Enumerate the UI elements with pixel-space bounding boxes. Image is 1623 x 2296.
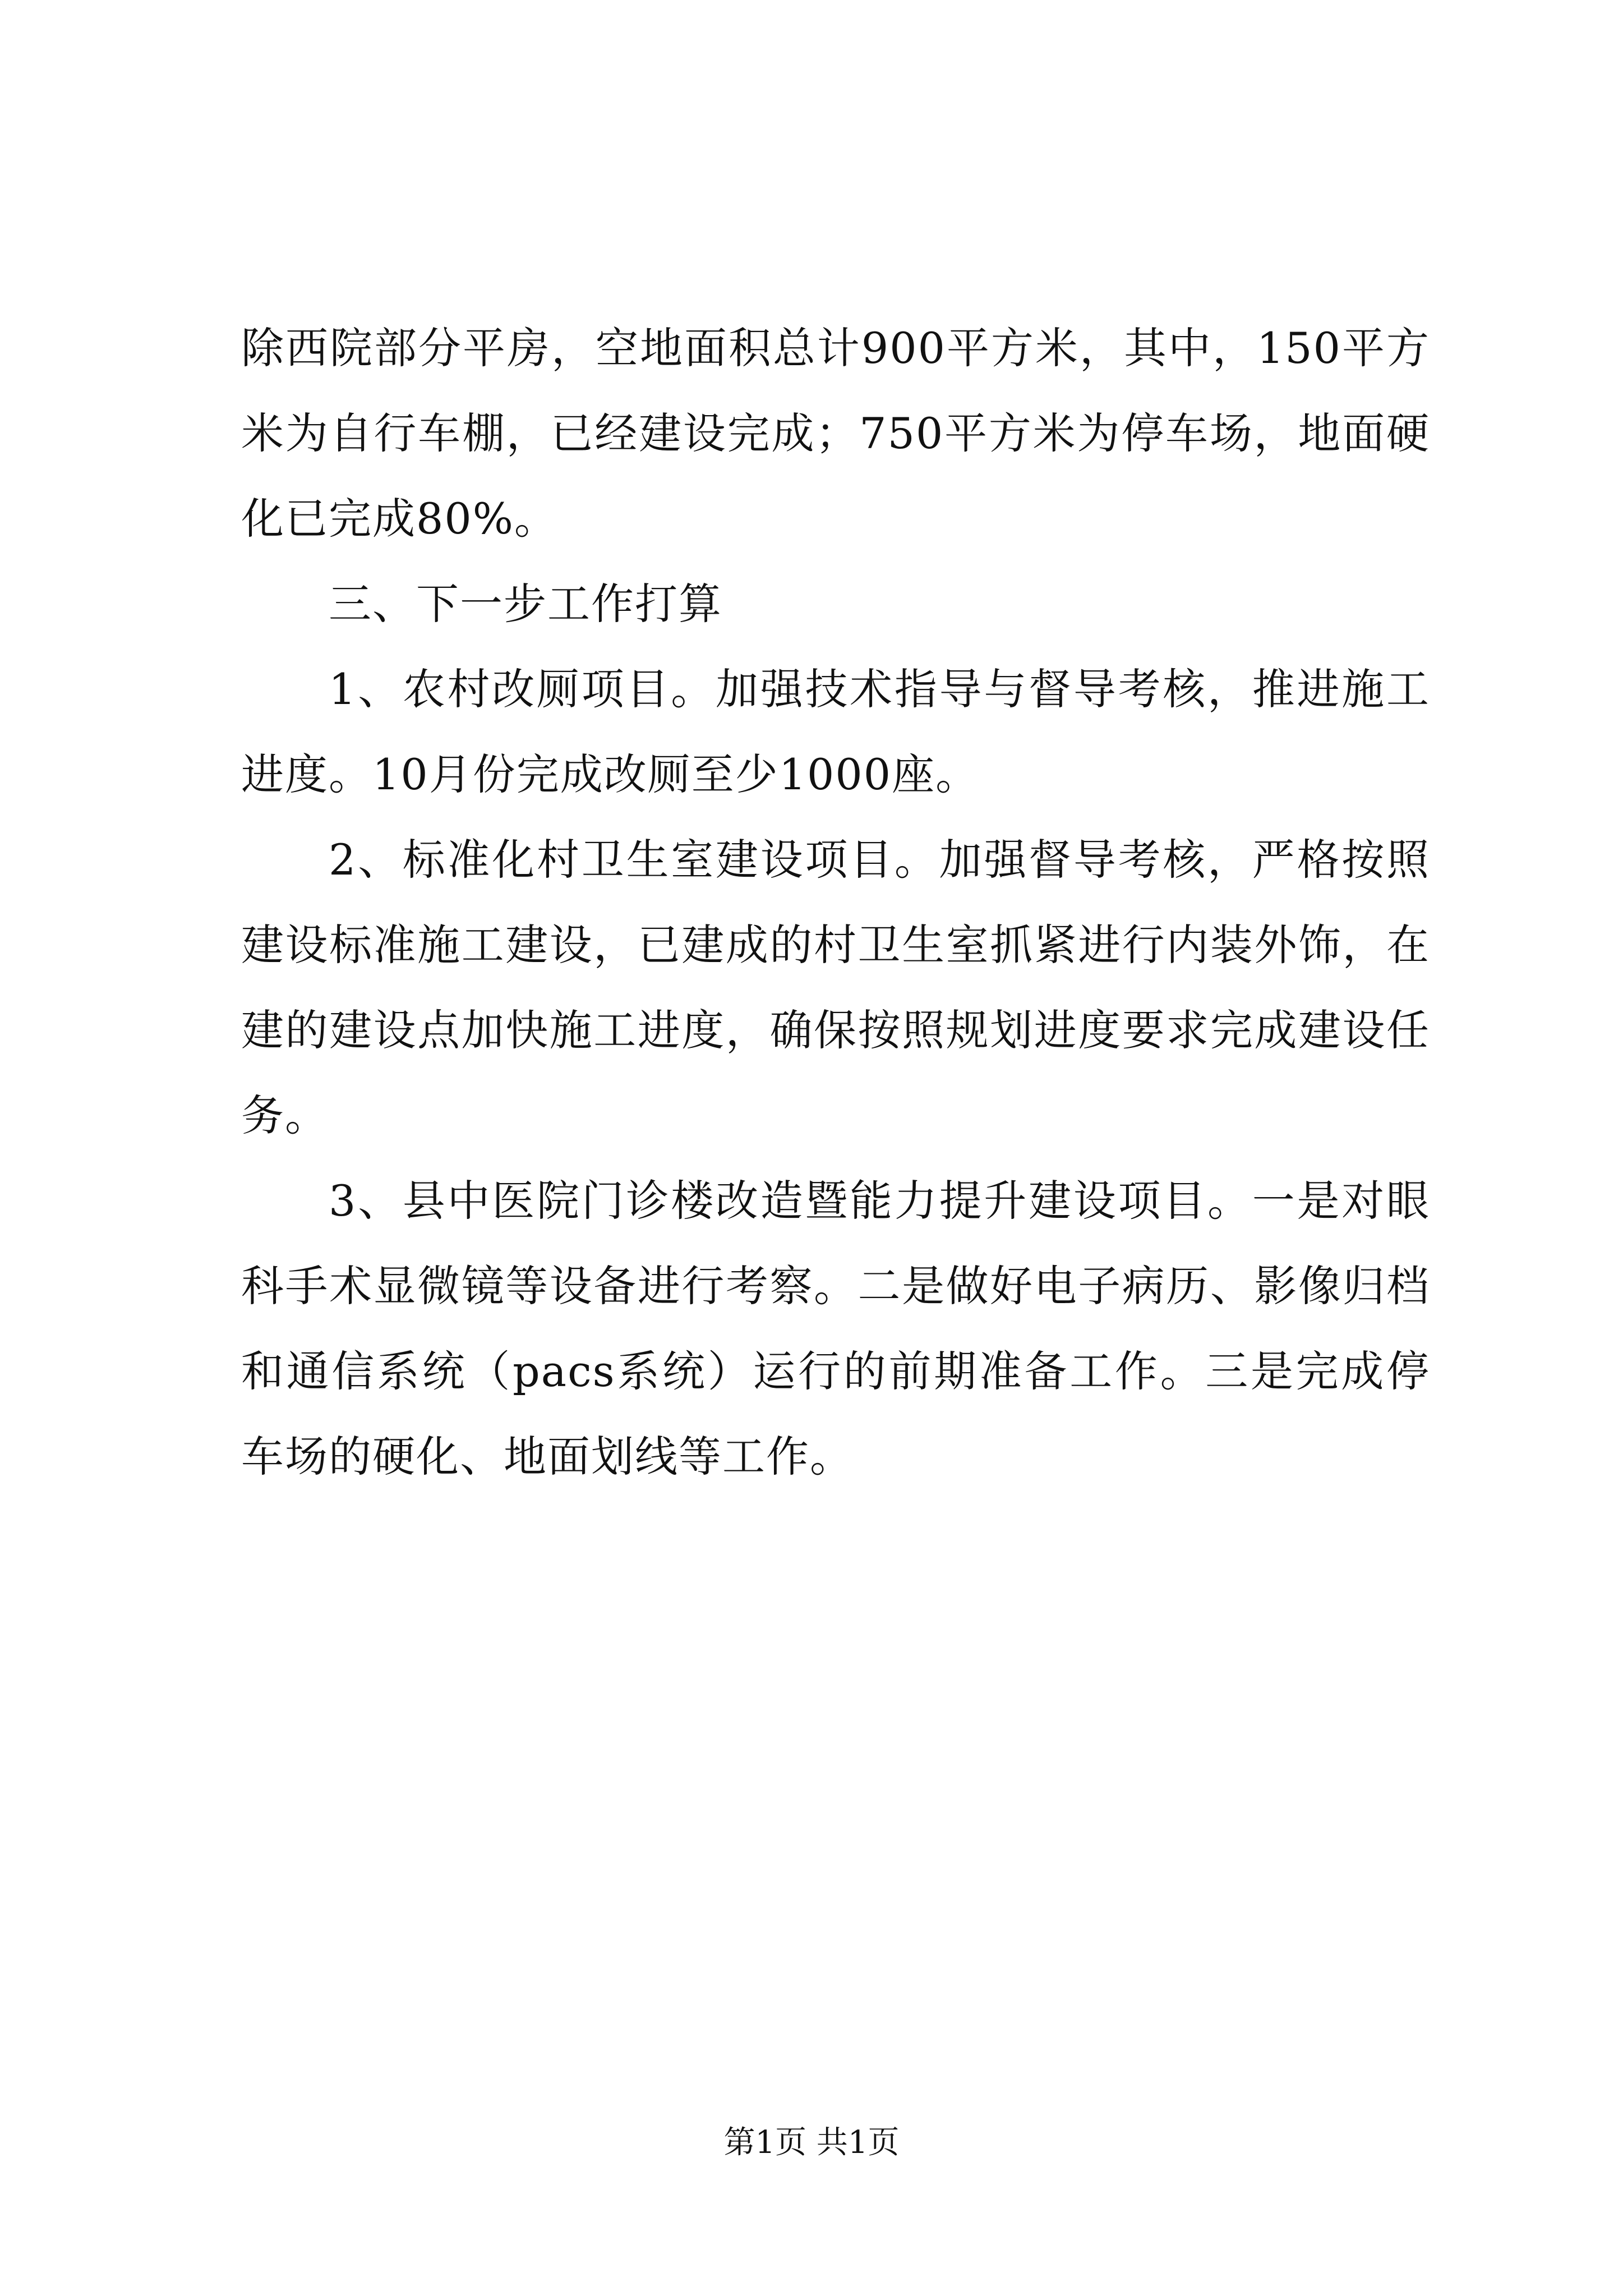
section-heading: 三、下一步工作打算 — [329, 579, 722, 629]
paragraph-continuation: 除西院部分平房，空地面积总计900平方米，其中，150平方米为自行车棚，已经建设完成；750平方米为停车场，地面硬化已完成80%。 — [241, 323, 1430, 544]
paragraph-item-1: 1、农村改厕项目。加强技术指导与督导考核，推进施工进度。10月份完成改厕至少1000座。 — [241, 664, 1430, 799]
page-footer: 第1页 共1页 — [723, 2124, 900, 2161]
document-body — [241, 306, 1430, 1499]
paragraph-item-3: 3、县中医院门诊楼改造暨能力提升建设项目。一是对眼科手术显微镜等设备进行考察。二是做好电子病历、影像归档和通信系统（pacs系统）运行的前期准备工作。三是完成停车场的硬化、地面划线等工作。 — [241, 1176, 1430, 1481]
paragraph-item-2: 2、标准化村卫生室建设项目。加强督导考核，严格按照建设标准施工建设，已建成的村卫生室抓紧进行内装外饰，在建的建设点加快施工进度，确保按照规划进度要求完成建设任务。 — [241, 835, 1430, 1140]
